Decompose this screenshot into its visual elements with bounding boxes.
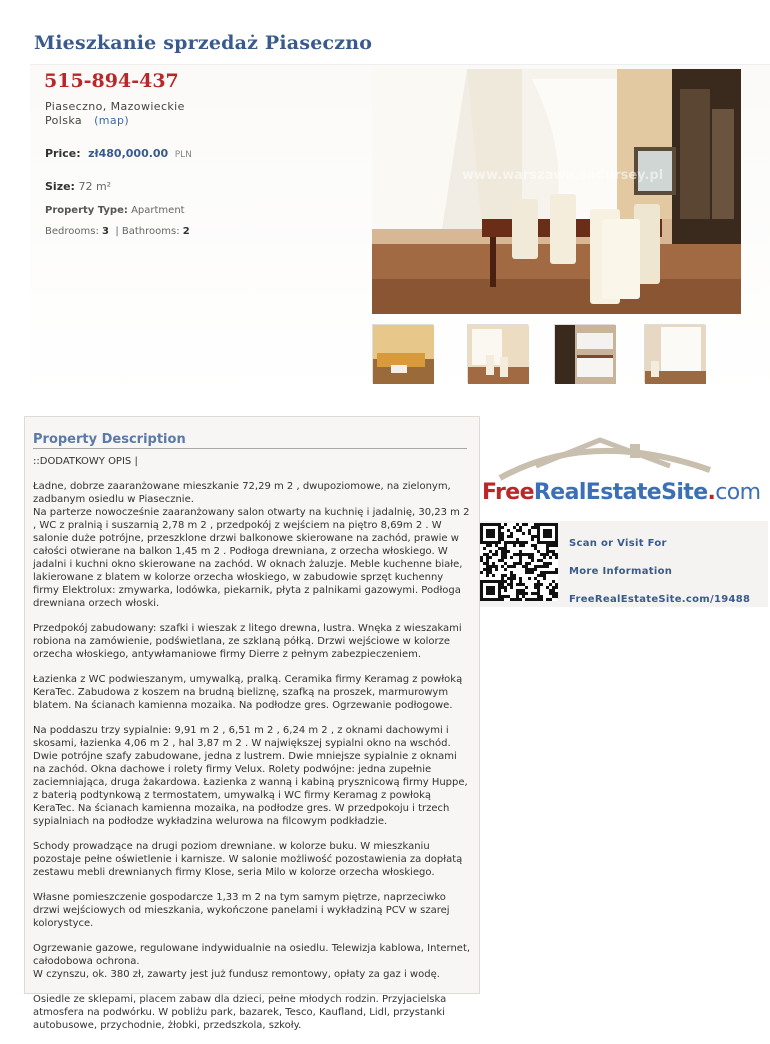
property-type-label: Property Type: xyxy=(45,205,128,216)
property-type-value: Apartment xyxy=(131,205,185,216)
page-title: Mieszkanie sprzedaż Piaseczno xyxy=(34,32,373,54)
rooms-row xyxy=(45,226,190,237)
price-value: zł480,000.00 xyxy=(88,147,169,160)
dining-room-photo xyxy=(372,69,741,314)
bedrooms-value: 3 xyxy=(102,226,109,237)
description-paragraph: Na poddaszu trzy sypialnie: 9,91 m 2 , 6,51 m 2 , 6,24 m 2 , z oknami dachowymi i skosami, łazienka 4,06 m 2 , hal 3,87 m 2 . W największej sypialni okno na wschód. Dwie potrójne szafy zabudowane, jedna z lustrem. Dwie mniejsze sypialnie z oknami na zachód. Okna dachowe i rolety firmy Velux. Rolety podwójne: jedna zupełnie zaciemniająca, druga żakardowa. Łazienka z wanną i kabiną prysznicową firmy Huppe, z baterią podtynkową z termostatem, umywalką i WC firmy Keramag z powłoką KeraTec. Na ścianach kamienna mozaika, na podłodze gres. W przedpokoju i trzech sypialniach na podłodze wykładzina welurowa na filcowym podkładzie. xyxy=(33,725,468,827)
description-heading: Property Description xyxy=(33,432,186,447)
description-divider xyxy=(33,448,467,449)
qr-caption-line-2: More Information xyxy=(569,566,673,577)
photo-watermark: www.warszawa.sadursey.pl xyxy=(462,168,664,183)
price-currency: PLN xyxy=(174,150,192,160)
bedrooms-label: Bedrooms: xyxy=(45,226,99,237)
photo-thumbnail-4[interactable] xyxy=(644,324,705,383)
logo-real-estate-site: RealEstateSite xyxy=(533,480,708,505)
map-link[interactable]: (map) xyxy=(94,114,130,127)
site-logo[interactable] xyxy=(480,436,768,508)
phone-number: 515-894-437 xyxy=(44,70,179,92)
description-paragraph: Własne pomieszczenie gospodarcze 1,33 m 2 na tym samym piętrze, naprzeciwko drzwi wejściowych od mieszkania, wykończone panelami i wykładziną PCV w szarej kolorystyce. xyxy=(33,892,450,929)
bathrooms-label: Bathrooms: xyxy=(121,226,180,237)
dining-thumb xyxy=(468,325,529,384)
house-roof-icon xyxy=(480,436,768,482)
description-paragraph: ::DODATKOWY OPIS | xyxy=(33,456,138,467)
living-room-thumb xyxy=(373,325,434,384)
logo-wordmark xyxy=(482,480,760,505)
property-type-row xyxy=(45,205,185,216)
kitchen-thumb xyxy=(555,325,616,384)
logo-free: Free xyxy=(482,480,534,505)
description-body xyxy=(33,455,471,1044)
logo-com: com xyxy=(715,480,761,505)
photo-thumbnail-2[interactable] xyxy=(467,324,528,383)
main-property-photo[interactable] xyxy=(372,69,741,314)
photo-thumbnail-1[interactable] xyxy=(372,324,433,383)
bathrooms-value: 2 xyxy=(182,226,190,237)
qr-url-link[interactable]: FreeRealEstateSite.com/19488 xyxy=(569,594,751,605)
logo-dot: . xyxy=(707,480,716,505)
description-paragraph: Osiedle ze sklepami, placem zabaw dla dzieci, pełne młodych rodzin. Przyjacielska atmosfera na podwórku. W pobliżu park, bazarek, Tesco, Kaufland, Lidl, przystanki autobusowe, przychodnie, żłobki, przedszkola, szkoły. xyxy=(33,994,447,1031)
description-paragraph: Łazienka z WC podwieszanym, umywalką, pralką. Ceramika firmy Keramag z powłoką KeraTec. Zabudowa z koszem na brudną bieliznę, szafką na proszek, marmurowym blatem. Na ścianach kamienna mozaika. Na podłodze gres. Ogrzewanie podłogowe. xyxy=(33,674,463,711)
window-thumb xyxy=(645,325,706,384)
price-label: Price: xyxy=(45,147,81,160)
qr-code-icon[interactable] xyxy=(480,523,558,601)
price-row xyxy=(45,147,192,160)
rooms-separator: | xyxy=(115,226,119,237)
location-country-row xyxy=(45,114,129,127)
description-paragraph: Przedpokój zabudowany: szafki i wieszak z litego drewna, lustra. Wnęka z wieszakami robiona na zamówienie, podświetlana, ze szklaną półką. Drzwi wejściowe w kolorze orzecha włoskiego, antywłamaniowe firmy Dierre z pełnym zabezpieczeniem. xyxy=(33,623,462,660)
qr-caption-line-1: Scan or Visit For xyxy=(569,538,667,549)
description-paragraph: Schody prowadzące na drugi poziom drewniane. w kolorze buku. W mieszkaniu pozostaje pełne oświetlenie i karnisze. W salonie możliwość pozostawienia za dopłatą zestawu mebli drewnianych firmy Klose, seria Milo w kolorze orzecha włoskiego. xyxy=(33,841,463,878)
location-country: Polska xyxy=(45,114,83,127)
size-row xyxy=(45,180,111,193)
size-label: Size: xyxy=(45,180,75,193)
description-paragraph: Ogrzewanie gazowe, regulowane indywidualnie na osiedlu. Telewizja kablowa, Internet, całodobowa ochrona. W czynszu, ok. 380 zł, zawarty jest już fundusz remontowy, opłaty za gaz i wodę. xyxy=(33,943,471,980)
location-city-region: Piaseczno, Mazowieckie xyxy=(45,100,185,113)
description-paragraph: Ładne, dobrze zaaranżowane mieszkanie 72,29 m 2 , dwupoziomowe, na zielonym, zadbanym osiedlu w Piasecznie. Na parterze nowocześnie zaaranżowany salon otwarty na kuchnię i jadalnię, 30,23 m 2 , WC z pralnią i suszarnią 2,78 m 2 , przedpokój z wejściem na piętro 8,69m 2 . W salonie duże potrójne, przeszklone drzwi balkonowe skierowane na zachód, prawie w całości otwierane na balkon 1,45 m 2 . Podłoga drewniana, z orzecha włoskiego. W jadalni i kuchni okno skierowane na zachód. W oknach żaluzje. Meble kuchenne białe, lakierowane z blatem w kolorze orzecha włoskiego, w zabudowie sprzęt kuchenny firmy Elektrolux: zmywarka, lodówka, piekarnik, płyta z palnikami gazowymi. Podłoga drewniana orzech włoski. xyxy=(33,481,470,609)
photo-thumbnail-3[interactable] xyxy=(554,324,615,383)
size-value: 72 m² xyxy=(78,180,112,193)
